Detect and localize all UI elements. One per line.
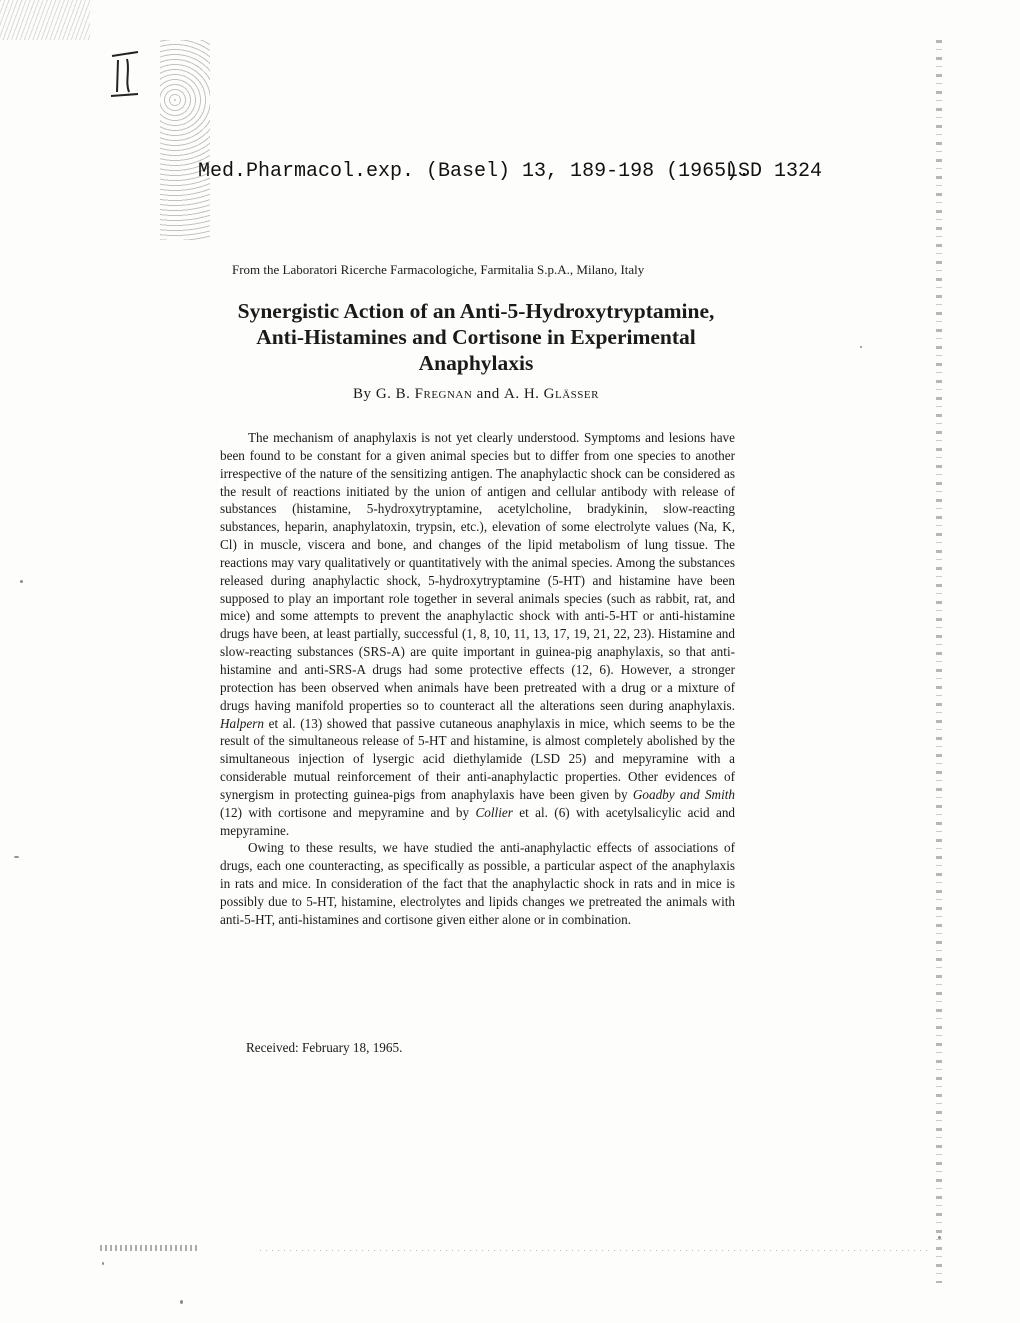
paragraph-1-text-b: et al. (13) showed that passive cutaneous anaphylaxis in mice, which seems to be the result of the simultaneous release of 5-HT and histamine, is almost completely abolished by the simultaneous injection of lysergic acid diethylamide (LSD 25) and mepyramine with a considerable mutual reinforcement of their anti-anaphylactic properties. Other evidences of synergism in protecting guinea-pigs from anaphylaxis have been given by (220, 715, 735, 802)
author-conjunction: and (476, 386, 500, 402)
cited-author-collier: Collier (475, 804, 513, 820)
by-label: By (353, 386, 372, 402)
author-fregnan: G. B. Fregnan (375, 386, 473, 402)
scan-speck (180, 1300, 183, 1304)
scan-noise-bottom (100, 1245, 200, 1251)
paragraph-1-text-a: The mechanism of anaphylaxis is not yet clearly understood. Symptoms and lesions have been found to be constant for a given animal species but to differ from one species to another irrespective of the nature of the sensitizing antigen. The anaphylactic shock can be considered as the result of reactions initiated by the union of antigen and cellular antibody with release of substances (histamine, 5-hydroxytryptamine, acetylcholine, bradykinin, slow-reacting substances, heparin, anaphylatoxin, trypsin, etc.), elevation of some electrolyte values (Na, K, Cl) in muscle, viscera and bone, and changes of the lipid metabolism of lung tissue. The reactions may vary qualitatively or quantitatively with the animal species. Among the substances released during anaphylactic shock, 5-hydroxytryptamine (5-HT) and histamine have been supposed to play an important role together in several animals species (such as rabbit, rat, and mice) and some attempts to prevent the anaphylactic shock with anti-5-HT or anti-histamine drugs have been, at least partially, successful (1, 8, 10, 11, 13, 17, 19, 21, 22, 23). Histamine and slow-reacting substances (SRS-A) are quite important in guinea-pig anaphylaxis, so that anti-histamine and anti-SRS-A drugs had some protective effects (12, 6). However, a stronger protection has been observed when animals have been pretreated with a drug or a mixture of drugs having manifold properties so to counteract all the alterations seen during anaphylaxis. (220, 430, 735, 713)
scan-speck (102, 1262, 104, 1265)
received-date: Received: February 18, 1965. (246, 1040, 403, 1055)
scan-speck (860, 346, 862, 348)
affiliation: From the Laboratori Ricerche Farmacologiche, Farmitalia S.p.A., Milano, Italy (232, 262, 645, 277)
archive-code: LSD 1324 (726, 160, 823, 183)
scan-speck (14, 856, 19, 858)
journal-citation: Med.Pharmacol.exp. (Basel) 13, 189-198 (1965). (198, 160, 751, 183)
author-glasser: A. H. Glässer (504, 386, 599, 402)
paragraph-1-text-d: et al. (6) with acetylsalicylic acid and mepyramine. (220, 804, 736, 838)
scan-noise-top (0, 0, 90, 40)
paragraph-1-text-c: (12) with cortisone and mepyramine and by (220, 804, 470, 820)
cited-author-halpern: Halpern (220, 715, 264, 731)
scan-blot (160, 40, 210, 240)
scan-noise-bottom-line (260, 1250, 930, 1251)
paragraph-1 (220, 429, 735, 839)
cited-author-goadby-smith: Goadby and Smith (632, 786, 735, 802)
scan-speck (938, 1236, 941, 1239)
paragraph-2: Owing to these results, we have studied the anti-anaphylactic effects of associations of drugs, each one counteracting, as specifically as possible, a particular aspect of the anaphylaxis in rats and mice. In consideration of the fact that the anaphylactic shock in rats and in mice is possibly due to 5-HT, histamine, electrolytes and lipids changes we pretreated the animals with anti-5-HT, anti-histamines and cortisone given either alone or in combination. (220, 840, 735, 927)
article-title: Synergistic Action of an Anti-5-Hydroxytryptamine, Anti-Histamines and Cortisone in Experimental Anaphylaxis (237, 299, 715, 375)
handwritten-annotation (108, 50, 142, 100)
scan-speck (20, 580, 23, 583)
scan-edge-right (936, 40, 942, 1283)
article-body (220, 429, 735, 929)
author-line (220, 386, 732, 403)
